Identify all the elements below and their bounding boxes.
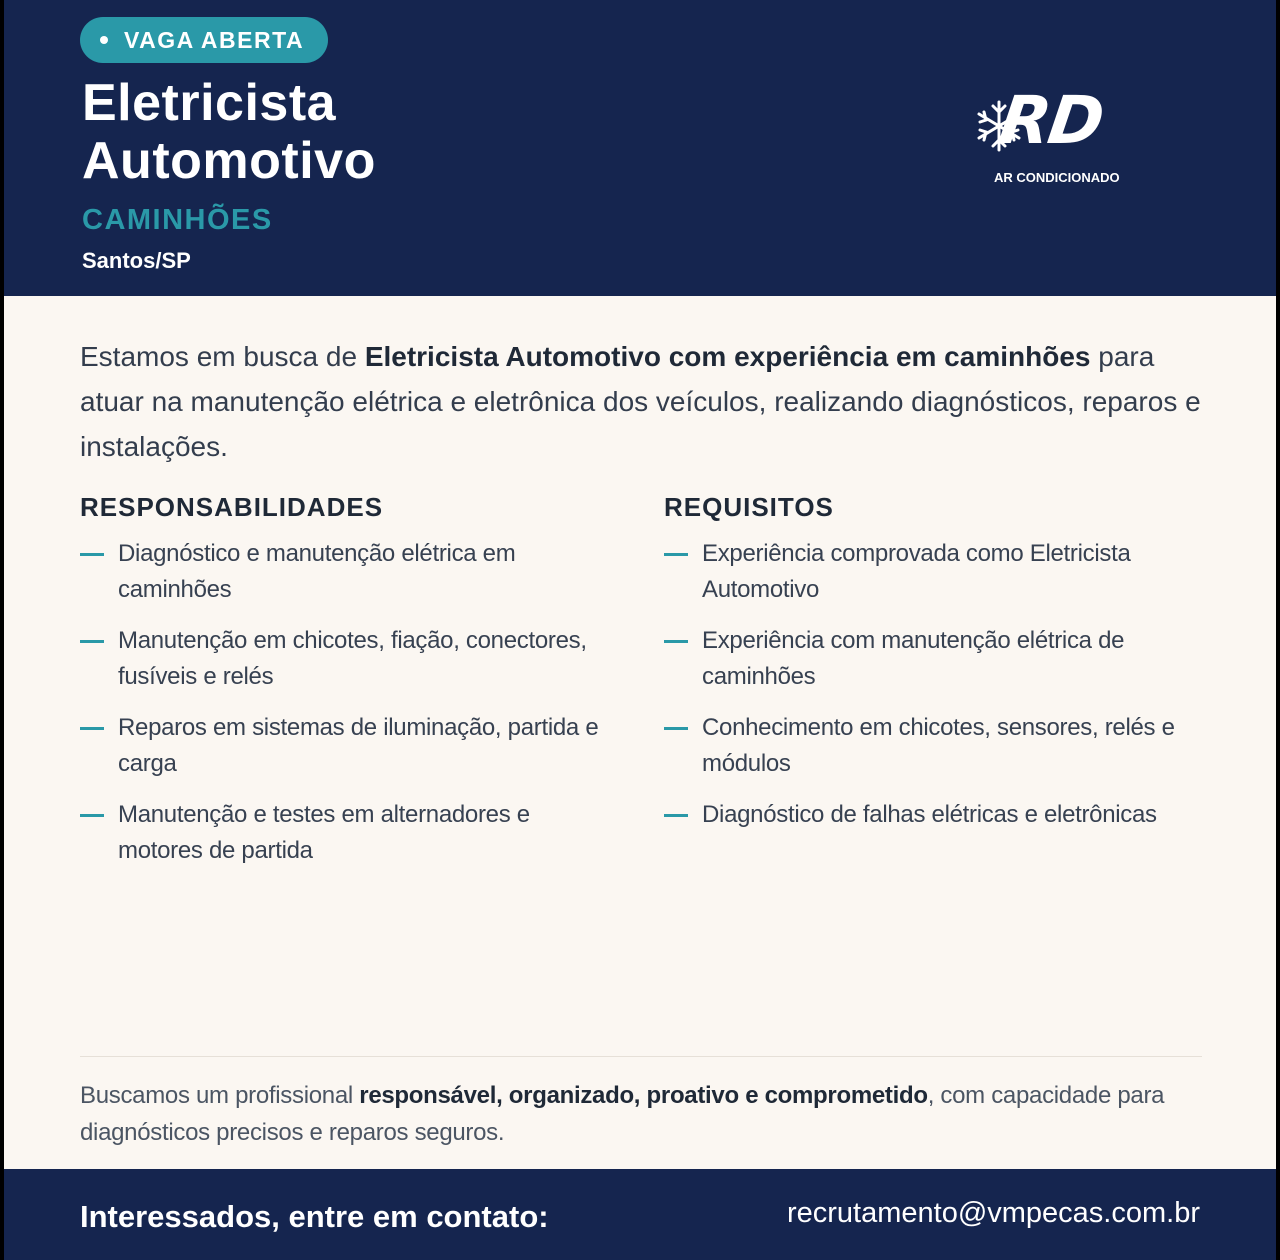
job-subtitle: CAMINHÕES (82, 204, 273, 236)
header-banner (4, 0, 1276, 296)
list-item (664, 536, 1184, 608)
dash-icon (664, 727, 688, 730)
list-item (80, 710, 600, 782)
responsibilities-heading: RESPONSABILIDADES (80, 492, 384, 522)
requirements-list (664, 536, 1184, 833)
list-item-text: Experiência comprovada como Eletricista Automotivo (702, 540, 1131, 603)
list-item-text: Experiência com manutenção elétrica de caminhões (702, 627, 1125, 690)
divider (80, 1056, 1202, 1057)
contact-footer (4, 1169, 1276, 1260)
requirements-section (664, 492, 1184, 848)
job-location: Santos/SP (82, 248, 191, 273)
dash-icon (664, 553, 688, 556)
intro-highlight: Eletricista Automotivo com experiência em caminhões (364, 341, 1091, 372)
dash-icon (80, 640, 104, 643)
list-item (664, 797, 1184, 833)
company-logo (974, 82, 1154, 192)
dash-icon (80, 553, 104, 556)
list-item-text: Reparos em sistemas de iluminação, partida e carga (118, 714, 599, 777)
closing-suffix: , com capacidade para diagnósticos precisos e reparos seguros. (80, 1082, 1165, 1146)
closing-paragraph (80, 1077, 1180, 1151)
intro-prefix: Estamos em busca de (80, 341, 365, 372)
closing-highlight: responsável, organizado, proativo e comprometido (359, 1082, 928, 1109)
requirements-heading: REQUISITOS (664, 492, 834, 522)
dash-icon (80, 727, 104, 730)
responsibilities-section (80, 492, 600, 884)
list-item (80, 536, 600, 608)
bullet-dot-icon (100, 36, 108, 44)
job-title-line-1: Eletricista (82, 74, 337, 132)
dash-icon (664, 814, 688, 817)
list-item (664, 710, 1184, 782)
list-item-text: Manutenção e testes em alternadores e motores de partida (118, 801, 530, 864)
contact-email[interactable]: recrutamento@vmpecas.com.br (786, 1197, 1200, 1229)
intro-suffix: para atuar na manutenção elétrica e eletrônica dos veículos, realizando diagnósticos, reparos e instalações. (80, 341, 1201, 462)
responsibilities-list (80, 536, 600, 869)
contact-call-to-action: Interessados, entre em contato: (80, 1199, 549, 1234)
intro-paragraph (80, 334, 1210, 469)
job-posting-card (4, 0, 1276, 1260)
badge-label: VAGA ABERTA (124, 26, 305, 53)
list-item-text: Diagnóstico e manutenção elétrica em caminhões (118, 540, 516, 603)
list-item-text: Manutenção em chicotes, fiação, conectores, fusíveis e relés (118, 627, 587, 690)
dash-icon (80, 814, 104, 817)
job-title (82, 74, 376, 190)
open-position-badge (80, 17, 328, 63)
list-item (80, 623, 600, 695)
closing-prefix: Buscamos um profissional (80, 1082, 360, 1109)
job-title-line-2: Automotivo (82, 132, 376, 190)
logo-tagline: AR CONDICIONADO (994, 170, 1120, 185)
dash-icon (664, 640, 688, 643)
list-item-text: Diagnóstico de falhas elétricas e eletrônicas (702, 801, 1157, 828)
list-item (664, 623, 1184, 695)
list-item-text: Conhecimento em chicotes, sensores, relés e módulos (702, 714, 1175, 777)
logo-wordmark: RD (994, 82, 1108, 159)
list-item (80, 797, 600, 869)
